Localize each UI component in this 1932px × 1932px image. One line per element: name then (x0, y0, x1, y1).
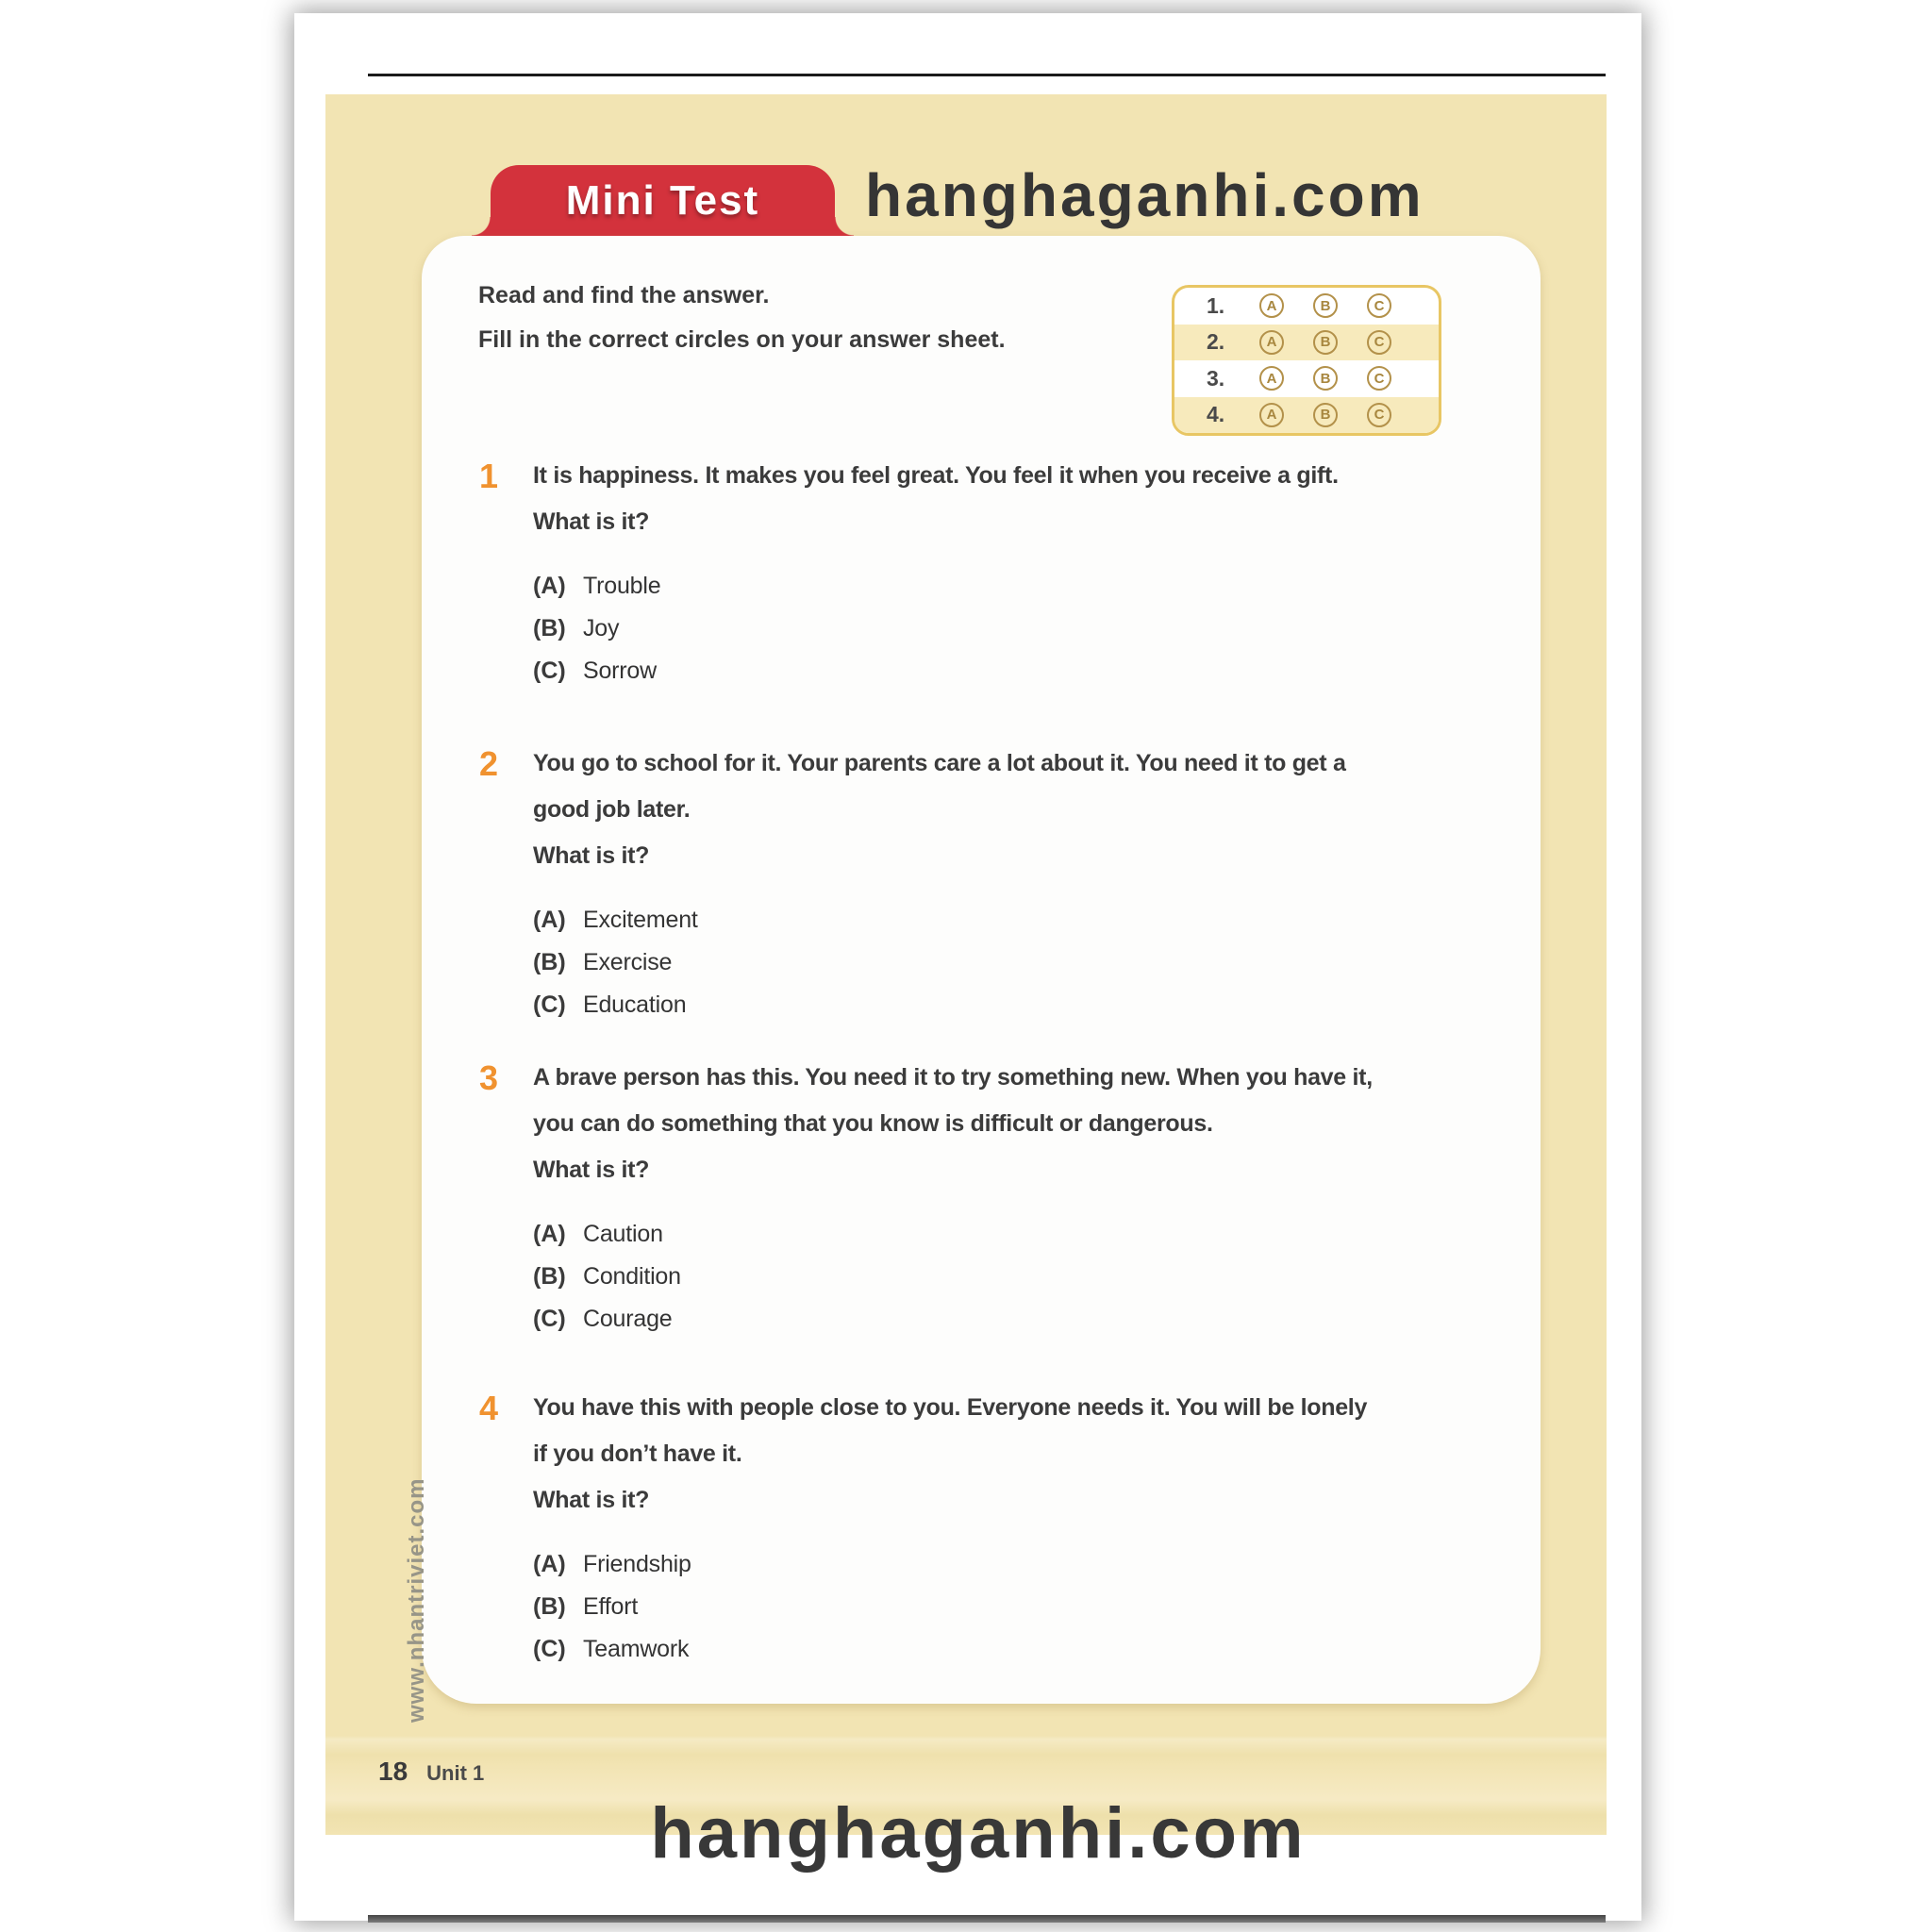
option-row-b (533, 941, 1346, 984)
answer-sheet (1172, 285, 1441, 436)
option-text: Trouble (583, 573, 661, 599)
footer-page-number: 18 (378, 1757, 408, 1786)
option-letter: (C) (533, 1636, 566, 1662)
question-number: 3 (479, 1058, 499, 1097)
choice-circle-a: A (1259, 330, 1284, 355)
option-letter: (B) (533, 1593, 566, 1620)
watermark-top: hanghaganhi.com (865, 161, 1424, 229)
choice-circle-b: B (1313, 330, 1338, 355)
answer-row-number: 1. (1207, 292, 1225, 318)
bottom-edge-bar (368, 1915, 1606, 1923)
option-text: Excitement (583, 907, 698, 933)
option-row-b (533, 608, 1339, 650)
question-2 (479, 741, 1507, 1026)
watermark-bottom: hanghaganhi.com (650, 1793, 1307, 1874)
choice-circle-c: C (1367, 403, 1391, 427)
instructions-line-1: Read and find the answer. (478, 282, 770, 308)
option-row-a (533, 899, 1346, 941)
option-letter: (B) (533, 949, 566, 975)
option-text: Education (583, 991, 687, 1018)
choice-circle-c: C (1367, 366, 1391, 391)
answer-row-number: 4. (1207, 402, 1225, 427)
question-4 (479, 1385, 1507, 1671)
test-card (422, 236, 1541, 1704)
footer-unit-label: Unit 1 (426, 1761, 485, 1785)
option-letter: (B) (533, 1263, 566, 1290)
option-letter: (A) (533, 1221, 566, 1247)
option-letter: (C) (533, 1306, 566, 1332)
scanned-sheet (294, 13, 1641, 1921)
question-number: 4 (479, 1389, 499, 1427)
options-list (533, 1213, 1373, 1341)
question-prompt: What is it? (533, 1157, 650, 1183)
option-row-c (533, 984, 1346, 1026)
choice-circle-b: B (1313, 403, 1338, 427)
option-row-c (533, 650, 1339, 692)
page-footer (378, 1757, 484, 1787)
option-letter: (C) (533, 991, 566, 1018)
question-prompt: What is it? (533, 842, 650, 869)
choice-circle-c: C (1367, 293, 1391, 318)
option-text: Joy (583, 615, 620, 641)
choice-circle-b: B (1313, 293, 1338, 318)
question-text-line: good job later. (533, 796, 691, 823)
option-letter: (A) (533, 573, 566, 599)
mini-test-badge (491, 165, 835, 236)
option-text: Condition (583, 1263, 681, 1290)
choice-circle-a: A (1259, 293, 1284, 318)
question-text-line: A brave person has this. You need it to try something new. When you have it, (533, 1064, 1373, 1091)
option-row-a (533, 565, 1339, 608)
choice-circle-b: B (1313, 366, 1338, 391)
question-number: 1 (479, 457, 499, 495)
option-text: Courage (583, 1306, 673, 1332)
option-row-c (533, 1298, 1373, 1341)
question-prompt: What is it? (533, 508, 650, 535)
side-watermark: www.nhantriviet.com (404, 1477, 429, 1723)
options-list (533, 1543, 1367, 1671)
question-text-line: if you don’t have it. (533, 1441, 742, 1467)
option-text: Teamwork (583, 1636, 690, 1662)
option-text: Exercise (583, 949, 673, 975)
option-row-a (533, 1213, 1373, 1256)
option-letter: (B) (533, 615, 566, 641)
question-number: 2 (479, 744, 499, 783)
answer-sheet-row-4 (1174, 397, 1439, 434)
option-text: Caution (583, 1221, 663, 1247)
option-letter: (C) (533, 658, 566, 684)
question-prompt: What is it? (533, 1487, 650, 1513)
book-page (325, 94, 1607, 1835)
options-list (533, 899, 1346, 1026)
choice-circle-a: A (1259, 403, 1284, 427)
option-row-a (533, 1543, 1367, 1586)
top-rule-line (368, 74, 1606, 76)
mini-test-badge-label: Mini Test (565, 176, 760, 224)
instructions (478, 274, 1006, 362)
question-text-line: It is happiness. It makes you feel great. You feel it when you receive a gift. (533, 462, 1339, 489)
question-text-line: you can do something that you know is difficult or dangerous. (533, 1110, 1213, 1137)
option-letter: (A) (533, 907, 566, 933)
options-list (533, 565, 1339, 692)
option-row-b (533, 1586, 1367, 1628)
option-text: Friendship (583, 1551, 691, 1577)
instructions-line-2: Fill in the correct circles on your answer sheet. (478, 326, 1006, 353)
answer-sheet-row-1 (1174, 288, 1439, 325)
option-text: Sorrow (583, 658, 657, 684)
option-row-b (533, 1256, 1373, 1298)
answer-sheet-row-3 (1174, 360, 1439, 397)
choice-circle-c: C (1367, 330, 1391, 355)
answer-row-number: 3. (1207, 365, 1225, 391)
question-text-line: You go to school for it. Your parents care a lot about it. You need it to get a (533, 750, 1346, 776)
question-3 (479, 1055, 1507, 1341)
option-letter: (A) (533, 1551, 566, 1577)
answer-sheet-row-2 (1174, 325, 1439, 361)
option-text: Effort (583, 1593, 639, 1620)
choice-circle-a: A (1259, 366, 1284, 391)
answer-row-number: 2. (1207, 329, 1225, 355)
question-text-line: You have this with people close to you. Everyone needs it. You will be lonely (533, 1394, 1368, 1421)
option-row-c (533, 1628, 1367, 1671)
question-1 (479, 453, 1507, 692)
